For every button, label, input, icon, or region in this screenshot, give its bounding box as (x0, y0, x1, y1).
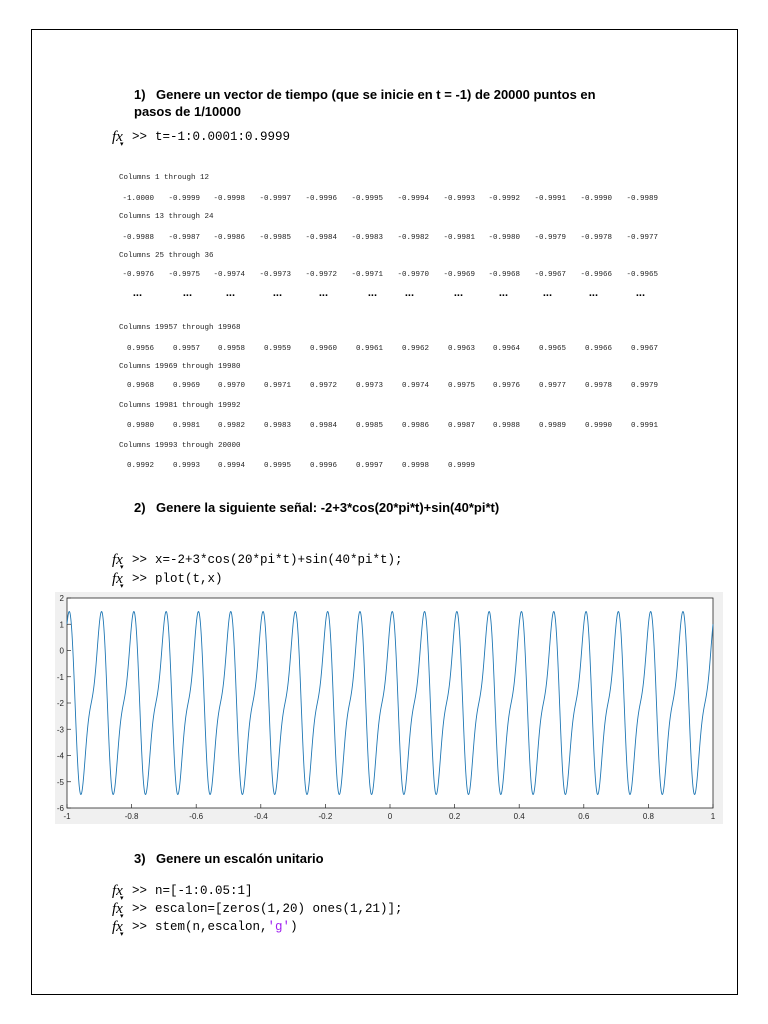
matrix-value: -0.9990 (580, 195, 612, 203)
ellipsis: ... (225, 287, 235, 299)
matrix-value: 0.9996 (309, 462, 337, 470)
matrix-value: -0.9988 (122, 234, 154, 242)
matrix-value: 0.9987 (447, 422, 475, 430)
matrix-value: 0.9957 (172, 345, 200, 353)
matrix-value: -0.9986 (213, 234, 245, 242)
matrix-value: -0.9999 (168, 195, 200, 203)
matrix-value: 0.9994 (217, 462, 245, 470)
matrix-value: -0.9995 (351, 195, 383, 203)
y-tick-label: -3 (56, 725, 64, 735)
matrix-value: -0.9991 (534, 195, 566, 203)
matrix-value: -0.9981 (443, 234, 475, 242)
matrix-columns-header: Columns 19993 through 20000 (119, 442, 241, 450)
matrix-value: 0.9969 (172, 382, 200, 390)
matrix-value: -0.9998 (213, 195, 245, 203)
y-tick-label: -1 (56, 672, 64, 682)
y-tick-label: 1 (59, 620, 64, 630)
ellipsis: ... (404, 287, 414, 299)
matrix-value: -0.9977 (626, 234, 658, 242)
matrix-value: -0.9967 (534, 271, 566, 279)
matrix-columns-header: Columns 19969 through 19980 (119, 363, 241, 371)
matrix-value: 0.9970 (217, 382, 245, 390)
fx-icon[interactable]: fx ▾ (112, 901, 126, 918)
command-line-stem (112, 917, 298, 937)
y-tick-label: -2 (56, 699, 64, 708)
matrix-value: -0.9974 (213, 271, 245, 279)
x-tick-label: 0 (387, 812, 393, 821)
command-text: stem(n,escalon, (155, 920, 268, 934)
matrix-value: 0.9998 (401, 462, 429, 470)
matrix-value: 0.9982 (217, 422, 245, 430)
ellipsis: ... (367, 287, 377, 299)
matrix-value: 0.9959 (263, 345, 291, 353)
matrix-value: -0.9979 (534, 234, 566, 242)
ellipsis: ... (588, 287, 598, 299)
ellipsis: ... (635, 287, 645, 299)
matrix-value: 0.9974 (401, 382, 429, 390)
matrix-value: 0.9964 (492, 345, 520, 353)
matrix-value: -0.9968 (488, 271, 520, 279)
matrix-value: 0.9973 (355, 382, 383, 390)
section-1-number: 1) (134, 87, 146, 102)
matrix-columns-header: Columns 13 through 24 (119, 213, 214, 221)
matrix-value: 0.9960 (309, 345, 337, 353)
command-line-plot (112, 569, 223, 589)
matrix-value: 0.9988 (492, 422, 520, 430)
matrix-value: -0.9993 (443, 195, 475, 203)
x-tick-label: 1 (710, 812, 716, 821)
matrix-value: 0.9961 (355, 345, 383, 353)
matrix-value: 0.9958 (217, 345, 245, 353)
matrix-value: -0.9996 (305, 195, 337, 203)
matrix-value: 0.9975 (447, 382, 475, 390)
ellipsis: ... (132, 287, 142, 299)
matrix-columns-header: Columns 25 through 36 (119, 252, 214, 260)
x-tick-label: -0.8 (124, 812, 139, 821)
matrix-columns-header: Columns 19957 through 19968 (119, 324, 241, 332)
section-3-heading (134, 850, 634, 867)
matrix-value: 0.9977 (538, 382, 566, 390)
matrix-value: 0.9956 (126, 345, 154, 353)
matrix-value: -0.9985 (259, 234, 291, 242)
x-tick-label: -0.6 (189, 812, 204, 821)
matrix-value: -0.9965 (626, 271, 658, 279)
matrix-value: 0.9984 (309, 422, 337, 430)
matrix-value: -0.9994 (397, 195, 429, 203)
matrix-value: 0.9989 (538, 422, 566, 430)
matrix-value: 0.9997 (355, 462, 383, 470)
matrix-value: -0.9973 (259, 271, 291, 279)
command-line-x (112, 550, 403, 570)
matrix-value: 0.9963 (447, 345, 475, 353)
matrix-value: 0.9978 (584, 382, 612, 390)
command-text: n=[-1:0.05:1] (155, 884, 253, 898)
prompt: >> (132, 920, 148, 934)
matrix-value: 0.9980 (126, 422, 154, 430)
y-tick-label: -4 (56, 751, 64, 761)
x-tick-label: 0.4 (513, 812, 525, 821)
matrix-value: 0.9990 (584, 422, 612, 430)
section-2-number: 2) (134, 500, 146, 515)
section-2-text: Genere la siguiente señal: -2+3*cos(20*pi*t)+sin(40*pi*t) (156, 500, 500, 515)
y-tick-label: 2 (59, 594, 64, 603)
section-3-text: Genere un escalón unitario (156, 851, 324, 866)
section-2-heading (134, 499, 634, 516)
matrix-value: 0.9992 (126, 462, 154, 470)
x-tick-label: 0.2 (449, 812, 461, 821)
matrix-value: -0.9982 (397, 234, 429, 242)
command-string-literal: 'g' (267, 920, 291, 934)
section-1-text: Genere un vector de tiempo (que se inicie en t = -1) de 20000 puntos en pasos de 1/10000 (134, 87, 596, 119)
matrix-columns-header: Columns 19981 through 19992 (119, 402, 241, 410)
prompt: >> (132, 884, 148, 898)
prompt: >> (132, 902, 148, 916)
prompt: >> (132, 553, 148, 567)
matrix-value: -1.0000 (122, 195, 154, 203)
fx-icon[interactable]: fx ▾ (112, 571, 126, 588)
matrix-value: 0.9983 (263, 422, 291, 430)
fx-icon[interactable]: fx ▾ (112, 129, 126, 146)
matrix-value: -0.9970 (397, 271, 429, 279)
matrix-value: -0.9971 (351, 271, 383, 279)
x-tick-label: -0.2 (318, 812, 333, 821)
matrix-value: -0.9983 (351, 234, 383, 242)
matrix-value: -0.9980 (488, 234, 520, 242)
matrix-value: -0.9975 (168, 271, 200, 279)
x-tick-label: 0.6 (578, 812, 590, 821)
matrix-value: -0.9992 (488, 195, 520, 203)
command-text: escalon=[zeros(1,20) ones(1,21)]; (155, 902, 403, 916)
matrix-value: 0.9968 (126, 382, 154, 390)
y-tick-label: -6 (56, 804, 64, 813)
matrix-value: -0.9969 (443, 271, 475, 279)
y-tick-label: 0 (59, 646, 64, 656)
matrix-value: -0.9989 (626, 195, 658, 203)
matrix-value: 0.9999 (447, 462, 475, 470)
matrix-value: -0.9972 (305, 271, 337, 279)
x-tick-label: -1 (63, 812, 71, 821)
x-tick-label: -0.4 (253, 812, 268, 821)
matrix-value: -0.9976 (122, 271, 154, 279)
matrix-value: -0.9997 (259, 195, 291, 203)
matrix-value: 0.9986 (401, 422, 429, 430)
matrix-value: -0.9984 (305, 234, 337, 242)
fx-icon[interactable]: fx ▾ (112, 552, 126, 569)
signal-plot (55, 592, 723, 824)
ellipsis: ... (318, 287, 328, 299)
plot-axes-box (67, 598, 713, 808)
command-text: ) (290, 920, 298, 934)
matrix-value: 0.9991 (630, 422, 658, 430)
prompt: >> (132, 572, 148, 586)
fx-icon[interactable]: fx ▾ (112, 919, 126, 936)
matrix-value: 0.9971 (263, 382, 291, 390)
ellipsis: ... (498, 287, 508, 299)
command-text: x=-2+3*cos(20*pi*t)+sin(40*pi*t); (155, 553, 403, 567)
command-line-n (112, 881, 253, 901)
y-tick-label: -5 (56, 777, 64, 787)
section-3-number: 3) (134, 851, 146, 866)
command-text: t=-1:0.0001:0.9999 (155, 130, 291, 144)
prompt: >> (132, 130, 148, 144)
ellipsis: ... (272, 287, 282, 299)
command-line-escalon (112, 899, 403, 919)
matrix-value: -0.9978 (580, 234, 612, 242)
ellipsis: ... (182, 287, 192, 299)
matrix-columns-header: Columns 1 through 12 (119, 174, 210, 182)
matrix-value: 0.9981 (172, 422, 200, 430)
matrix-value: -0.9987 (168, 234, 200, 242)
fx-icon[interactable]: fx ▾ (112, 883, 126, 900)
x-tick-label: 0.8 (642, 812, 654, 821)
command-text: plot(t,x) (155, 572, 223, 586)
matrix-value: 0.9995 (263, 462, 291, 470)
matrix-value: 0.9966 (584, 345, 612, 353)
matrix-value: 0.9985 (355, 422, 383, 430)
matrix-value: 0.9967 (630, 345, 658, 353)
matrix-value: 0.9979 (630, 382, 658, 390)
matrix-value: 0.9962 (401, 345, 429, 353)
matrix-value: 0.9972 (309, 382, 337, 390)
ellipsis: ... (542, 287, 552, 299)
matrix-value: 0.9993 (172, 462, 200, 470)
ellipsis: ... (453, 287, 463, 299)
command-line-t (112, 127, 290, 147)
matrix-value: 0.9976 (492, 382, 520, 390)
matrix-value: 0.9965 (538, 345, 566, 353)
section-1-heading (134, 86, 634, 120)
matrix-value: -0.9966 (580, 271, 612, 279)
